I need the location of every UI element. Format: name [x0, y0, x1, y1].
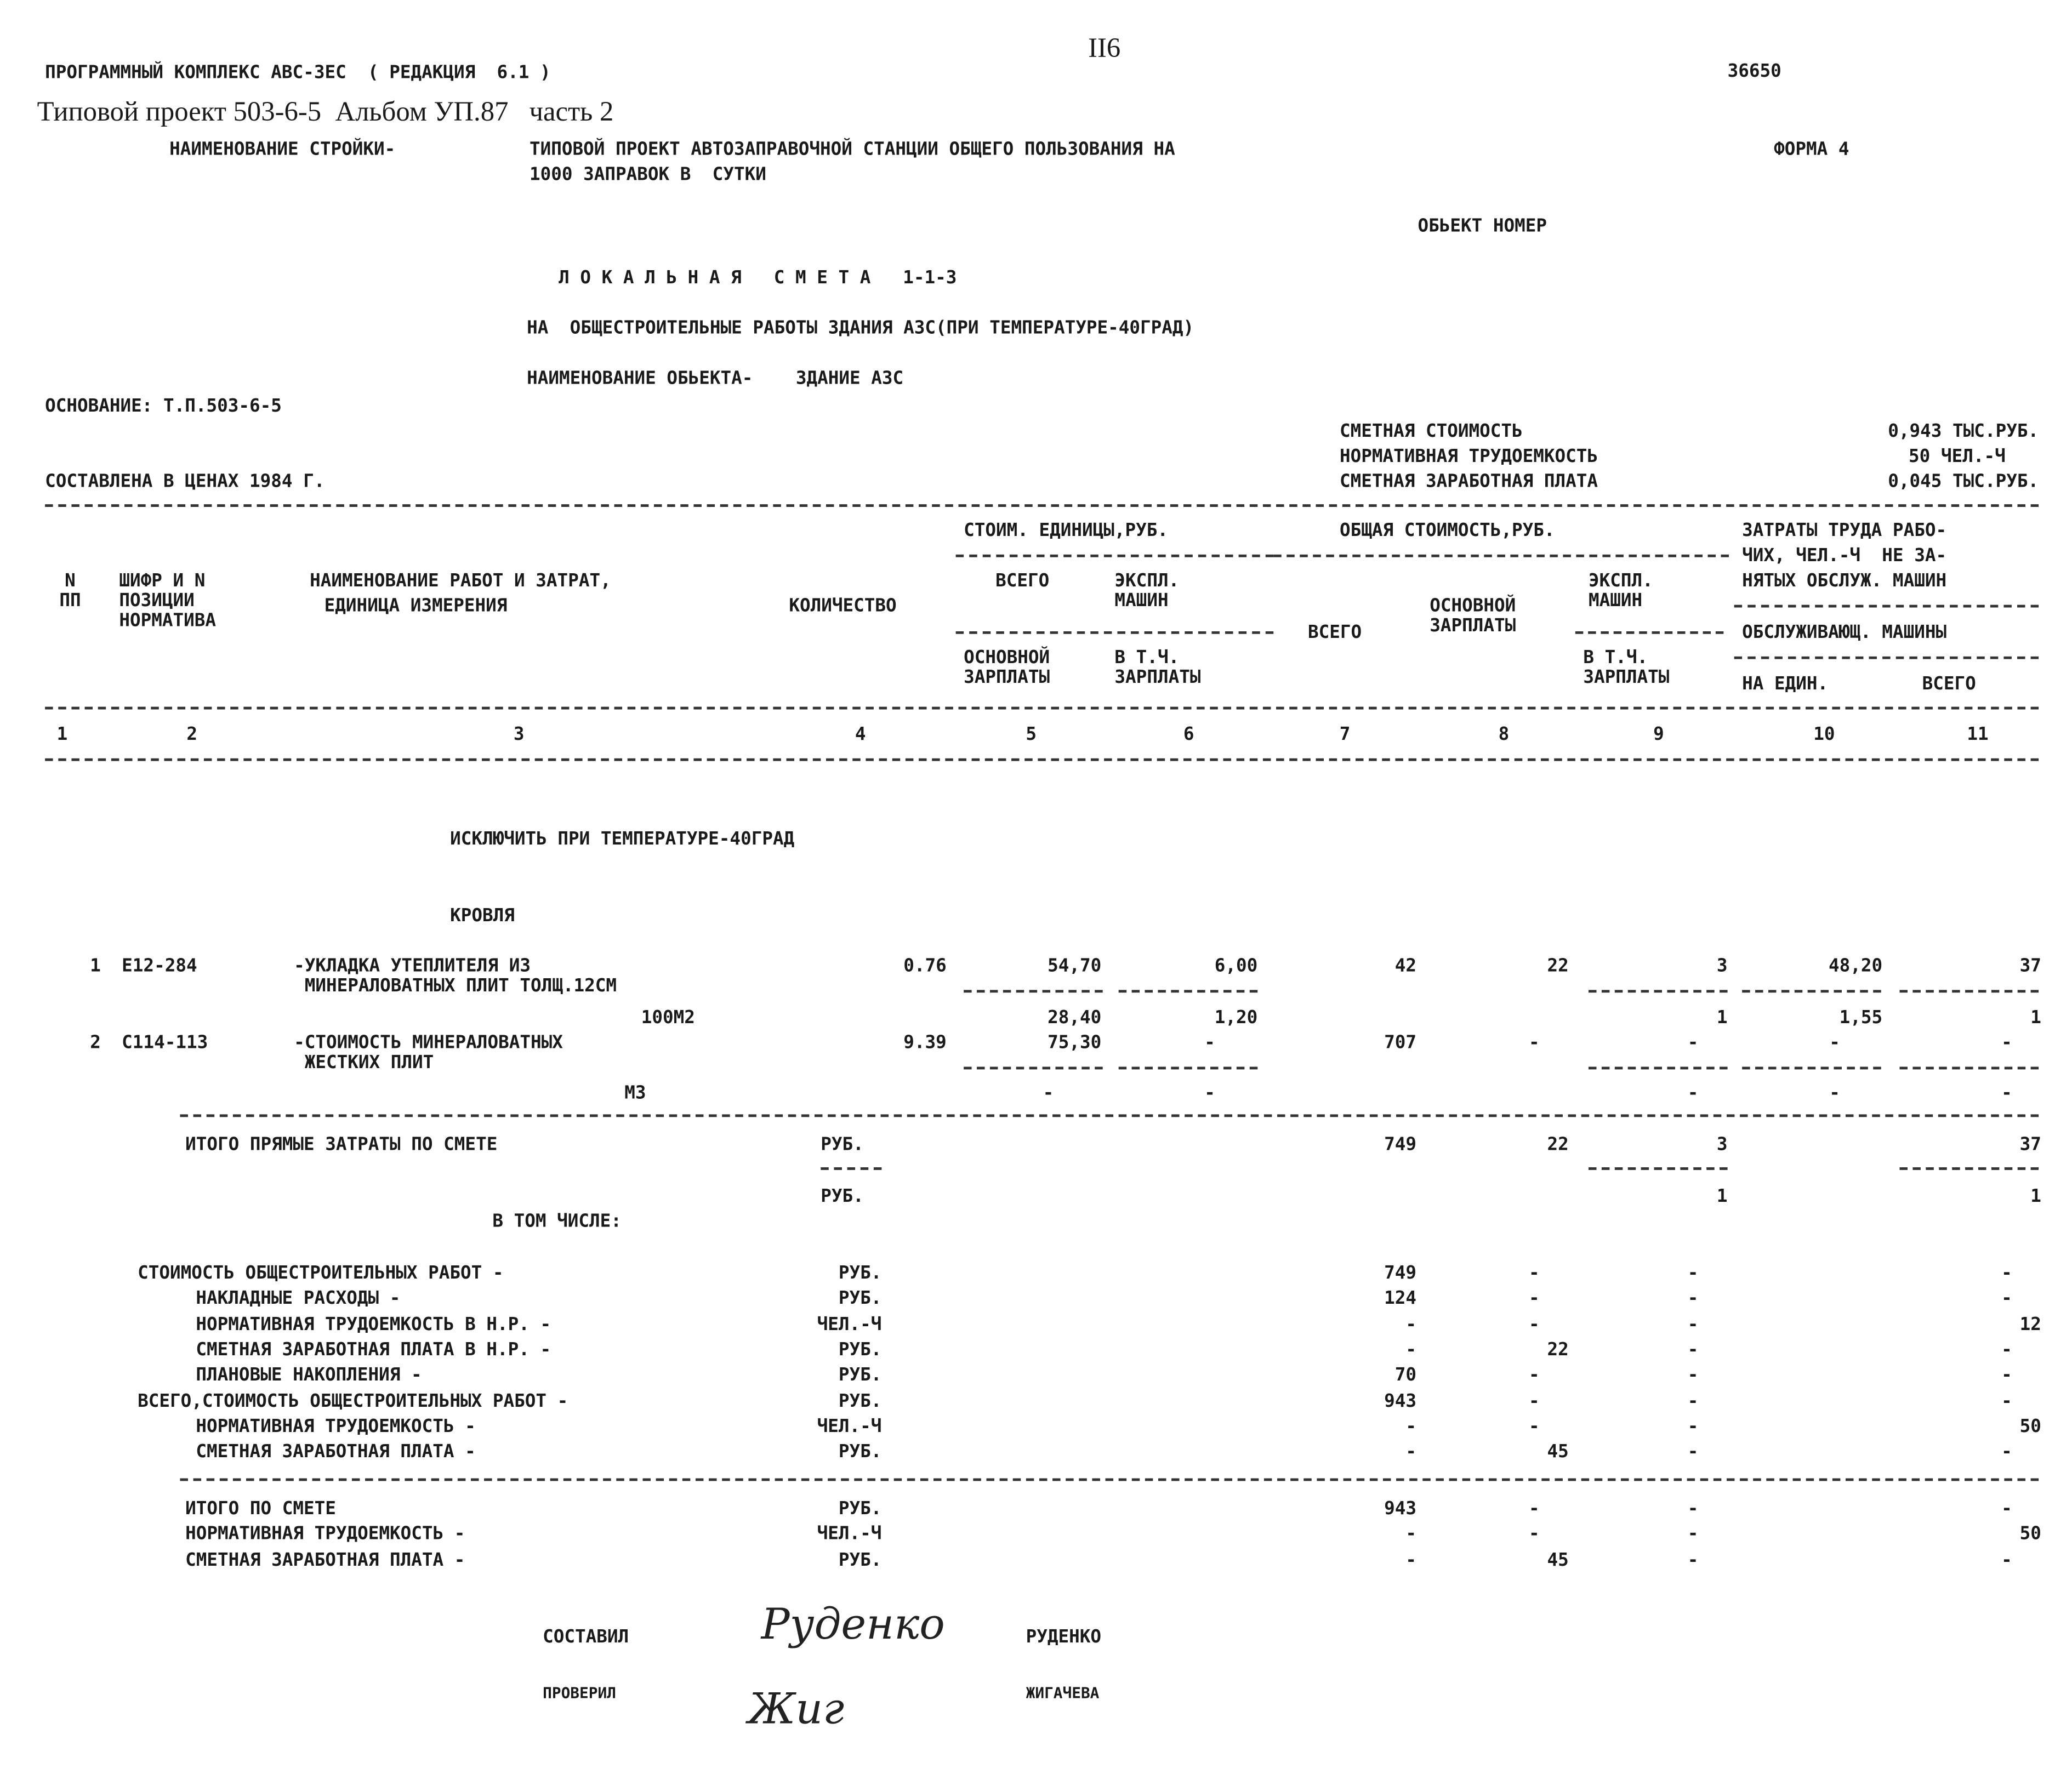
total-label: НОРМАТИВНАЯ ТРУДОЕМКОСТЬ - — [185, 1524, 465, 1545]
total-labor: 50 — [2019, 1524, 2041, 1545]
direct-total-labor-service: 1 — [2030, 1185, 2041, 1207]
column-number: 7 — [1339, 724, 1351, 745]
item-quantity: 0.76 — [903, 955, 947, 977]
rule — [1900, 990, 2039, 992]
breakdown-label: ВСЕГО,СТОИМОСТЬ ОБЩЕСТРОИТЕЛЬНЫХ РАБОТ - — [138, 1390, 568, 1412]
breakdown-labor: - — [2001, 1262, 2012, 1284]
item-quantity: 9.39 — [903, 1032, 947, 1054]
breakdown-machines: - — [1687, 1390, 1699, 1412]
rule — [1900, 1167, 2039, 1170]
breakdown-wage: 22 — [1547, 1339, 1569, 1361]
item-labor-total: 37 — [2019, 955, 2041, 977]
summary-value-wage: 0,045 ТЫС.РУБ. — [1888, 471, 2039, 493]
item-labor-total: - — [2001, 1032, 2012, 1054]
col-6-header-b: В Т.Ч. ЗАРПЛАТЫ — [1114, 647, 1201, 688]
total-machines: - — [1687, 1549, 1699, 1571]
project-line: Типовой проект 503-6-5 Альбом УП.87 часть 2 — [37, 95, 614, 127]
direct-total-unit-2: РУБ. — [821, 1185, 864, 1207]
total-cost: - — [1405, 1549, 1417, 1571]
rule — [1589, 1066, 1728, 1069]
breakdown-label: НОРМАТИВНАЯ ТРУДОЕМКОСТЬ В Н.Р. - — [196, 1314, 551, 1335]
rule — [1589, 990, 1728, 992]
summary-value-labor: 50 ЧЕЛ.-Ч — [1909, 446, 2006, 467]
total-cost: - — [1405, 1524, 1417, 1545]
rule — [964, 990, 1103, 992]
breakdown-machines: - — [1687, 1441, 1699, 1463]
compiled-signature: Руденко — [761, 1599, 945, 1650]
group-1011-header-c: НЯТЫХ ОБСЛУЖ. МАШИН — [1742, 570, 1947, 592]
breakdown-labor: - — [2001, 1441, 2012, 1463]
basis: ОСНОВАНИЕ: Т.П.503-6-5 — [45, 396, 282, 417]
breakdown-labor: - — [2001, 1390, 2012, 1412]
breakdown-labor: 12 — [2019, 1314, 2041, 1335]
total-unit: ЧЕЛ.-Ч — [817, 1524, 882, 1545]
stroika-label: НАИМЕНОВАНИЕ СТРОЙКИ- — [169, 139, 396, 161]
item-unit-wage: 28,40 — [1048, 1007, 1102, 1029]
breakdown-labor: - — [2001, 1365, 2012, 1386]
column-number: 3 — [513, 724, 525, 745]
breakdown-label: ПЛАНОВЫЕ НАКОПЛЕНИЯ - — [196, 1365, 422, 1386]
rule — [1742, 990, 1881, 992]
item-machines-wage-total: 1 — [1716, 1007, 1728, 1029]
col-5-header-a: ВСЕГО — [995, 570, 1050, 592]
direct-total-labor: 37 — [2019, 1134, 2041, 1156]
item-name: -УКЛАДКА УТЕПЛИТЕЛЯ ИЗ МИНЕРАЛОВАТНЫХ ПЛИТ ТОЛЩ.12СМ — [294, 955, 617, 997]
item-unit-machines-wage: - — [1204, 1082, 1215, 1104]
object-number: ОБЬЕКТ НОМЕР — [1418, 215, 1547, 237]
compiled-label: СОСТАВИЛ — [543, 1627, 629, 1648]
rule — [45, 758, 2039, 761]
col-3-header-b: ЕДИНИЦА ИЗМЕРЕНИЯ — [324, 595, 508, 617]
column-number: 8 — [1498, 724, 1510, 745]
breakdown-cost: - — [1405, 1314, 1417, 1335]
page-number: II6 — [1088, 31, 1121, 64]
item-labor-total-service: - — [2001, 1082, 2012, 1104]
item-code: Е12-284 — [122, 955, 197, 977]
col-4-header: КОЛИЧЕСТВО — [789, 595, 897, 617]
breakdown-wage: - — [1528, 1390, 1540, 1412]
rule — [1900, 1066, 2039, 1069]
checked-name: ЖИГАЧЕВА — [1026, 1683, 1100, 1702]
direct-total-cost: 749 — [1384, 1134, 1417, 1156]
item-labor-unit: 48,20 — [1828, 955, 1883, 977]
breakdown-label: СМЕТНАЯ ЗАРАБОТНАЯ ПЛАТА - — [196, 1441, 476, 1463]
item-unit-cost: 75,30 — [1048, 1032, 1102, 1054]
column-number: 5 — [1026, 724, 1037, 745]
breakdown-unit: РУБ. — [838, 1288, 882, 1310]
rule — [1734, 657, 2039, 659]
col-7-header: ВСЕГО — [1308, 622, 1362, 643]
breakdown-labor: - — [2001, 1339, 2012, 1361]
breakdown-unit: РУБ. — [838, 1390, 882, 1412]
rule — [1575, 631, 1723, 634]
col-10-header: НА ЕДИН. — [1742, 674, 1829, 695]
object-name: НАИМЕНОВАНИЕ ОБЬЕКТА- ЗДАНИЕ АЗС — [527, 368, 904, 390]
rule — [1742, 1066, 1881, 1069]
col-2-header: ШИФР И N ПОЗИЦИИ НОРМАТИВА — [119, 570, 217, 631]
total-unit: РУБ. — [838, 1549, 882, 1571]
breakdown-wage: - — [1528, 1314, 1540, 1335]
rule — [1589, 1167, 1728, 1170]
group-1011-header-a: ЗАТРАТЫ ТРУДА РАБО- — [1742, 520, 1947, 541]
breakdown-label: СТОИМОСТЬ ОБЩЕСТРОИТЕЛЬНЫХ РАБОТ - — [138, 1262, 504, 1284]
summary-label-cost: СМЕТНАЯ СТОИМОСТЬ — [1339, 420, 1523, 442]
rule — [1734, 605, 2039, 608]
item-total: 707 — [1384, 1032, 1417, 1054]
item-unit-machines-wage: 1,20 — [1214, 1007, 1258, 1029]
breakdown-machines: - — [1687, 1365, 1699, 1386]
program-line: ПРОГРАММНЫЙ КОМПЛЕКС АВС-ЗЕС ( РЕДАКЦИЯ 6.1 ) — [45, 62, 551, 84]
item-number: 1 — [90, 955, 101, 977]
group-56-header: СТОИМ. ЕДИНИЦЫ,РУБ. — [964, 520, 1169, 541]
breakdown-unit: РУБ. — [838, 1339, 882, 1361]
col-11-header: ВСЕГО — [1922, 674, 1976, 695]
breakdown-unit: РУБ. — [838, 1365, 882, 1386]
total-cost: 943 — [1384, 1498, 1417, 1520]
rule — [1119, 1066, 1258, 1069]
item-unit-wage: - — [1043, 1082, 1054, 1104]
breakdown-wage: - — [1528, 1365, 1540, 1386]
breakdown-wage: - — [1528, 1262, 1540, 1284]
including-label: В ТОМ ЧИСЛЕ: — [492, 1211, 622, 1233]
column-number: 11 — [1967, 724, 1989, 745]
breakdown-unit: ЧЕЛ.-Ч — [817, 1416, 882, 1437]
total-label: СМЕТНАЯ ЗАРАБОТНАЯ ПЛАТА - — [185, 1549, 465, 1571]
total-wage: - — [1528, 1498, 1540, 1520]
stroika-line-2: 1000 ЗАПРАВОК В СУТКИ — [530, 164, 766, 186]
column-number: 10 — [1813, 724, 1835, 745]
breakdown-label: СМЕТНАЯ ЗАРАБОТНАЯ ПЛАТА В Н.Р. - — [196, 1339, 551, 1361]
breakdown-machines: - — [1687, 1416, 1699, 1437]
item-name: -СТОИМОСТЬ МИНЕРАЛОВАТНЫХ ЖЕСТКИХ ПЛИТ — [294, 1032, 563, 1074]
breakdown-label: НОРМАТИВНАЯ ТРУДОЕМКОСТЬ - — [196, 1416, 476, 1437]
breakdown-unit: РУБ. — [838, 1262, 882, 1284]
col-9-header-b: В Т.Ч. ЗАРПЛАТЫ — [1583, 647, 1670, 688]
document-number: 36650 — [1727, 61, 1781, 82]
rule — [1273, 555, 1729, 557]
group-1011-header-b: ЧИХ, ЧЕЛ.-Ч НЕ ЗА- — [1742, 545, 1947, 567]
breakdown-machines: - — [1687, 1262, 1699, 1284]
total-wage: - — [1528, 1524, 1540, 1545]
item-labor-unit: - — [1829, 1032, 1840, 1054]
item-unit-machines: 6,00 — [1214, 955, 1258, 977]
column-number: 4 — [855, 724, 866, 745]
item-machines-total: - — [1687, 1032, 1699, 1054]
breakdown-labor: 50 — [2019, 1416, 2041, 1437]
col-6-header-a: ЭКСПЛ. МАШИН — [1114, 570, 1180, 612]
column-number: 2 — [186, 724, 197, 745]
section-exclude: ИСКЛЮЧИТЬ ПРИ ТЕМПЕРАТУРЕ-40ГРАД — [450, 828, 795, 850]
item-code: С114-113 — [122, 1032, 208, 1054]
breakdown-cost: 749 — [1384, 1262, 1417, 1284]
item-number: 2 — [90, 1032, 101, 1054]
rule — [821, 1167, 881, 1170]
estimate-subtitle: НА ОБЩЕСТРОИТЕЛЬНЫЕ РАБОТЫ ЗДАНИЯ АЗС(ПРИ ТЕМПЕРАТУРЕ-40ГРАД) — [527, 317, 1194, 339]
direct-total-machines: 3 — [1716, 1134, 1728, 1156]
rule — [45, 504, 2039, 507]
total-machines: - — [1687, 1498, 1699, 1520]
item-labor-total-service: 1 — [2030, 1007, 2041, 1029]
total-machines: - — [1687, 1524, 1699, 1545]
summary-value-cost: 0,943 ТЫС.РУБ. — [1888, 420, 2039, 442]
group-79-header: ОБЩАЯ СТОИМОСТЬ,РУБ. — [1339, 520, 1555, 541]
breakdown-wage: - — [1528, 1288, 1540, 1310]
col-1-header: N ПП — [59, 570, 81, 612]
col-5-header-b: ОСНОВНОЙ ЗАРПЛАТЫ — [964, 647, 1050, 688]
estimate-title: Л О К А Л Ь Н А Я С М Е Т А 1-1-3 — [559, 267, 957, 289]
item-labor-unit-service: 1,55 — [1839, 1007, 1883, 1029]
item-unit: М3 — [624, 1082, 646, 1104]
checked-signature: Жиг — [748, 1683, 845, 1734]
item-unit-machines: - — [1204, 1032, 1215, 1054]
compiled-name: РУДЕНКО — [1026, 1627, 1102, 1648]
breakdown-wage: 45 — [1547, 1441, 1569, 1463]
item-unit-cost: 54,70 — [1048, 955, 1102, 977]
rule — [956, 555, 1274, 557]
breakdown-label: НАКЛАДНЫЕ РАСХОДЫ - — [196, 1288, 401, 1310]
breakdown-machines: - — [1687, 1288, 1699, 1310]
section-roof: КРОВЛЯ — [450, 905, 515, 927]
column-number: 9 — [1653, 724, 1664, 745]
breakdown-machines: - — [1687, 1339, 1699, 1361]
rule — [180, 1114, 2039, 1117]
column-number: 6 — [1183, 724, 1194, 745]
item-wage-total: - — [1528, 1032, 1540, 1054]
breakdown-unit: ЧЕЛ.-Ч — [817, 1314, 882, 1335]
direct-total-machines-wage: 1 — [1716, 1185, 1728, 1207]
breakdown-cost: 943 — [1384, 1390, 1417, 1412]
form-label: ФОРМА 4 — [1774, 139, 1849, 161]
total-label: ИТОГО ПО СМЕТЕ — [185, 1498, 336, 1520]
direct-total-unit: РУБ. — [821, 1134, 864, 1156]
item-total: 42 — [1394, 955, 1417, 977]
rule — [180, 1479, 2039, 1481]
breakdown-machines: - — [1687, 1314, 1699, 1335]
breakdown-cost: - — [1405, 1339, 1417, 1361]
breakdown-cost: 124 — [1384, 1288, 1417, 1310]
col-3-header-a: НАИМЕНОВАНИЕ РАБОТ И ЗАТРАТ, — [310, 570, 611, 592]
rule — [956, 631, 1274, 634]
direct-total-wage: 22 — [1547, 1134, 1569, 1156]
summary-label-wage: СМЕТНАЯ ЗАРАБОТНАЯ ПЛАТА — [1339, 471, 1598, 493]
total-wage: 45 — [1547, 1549, 1569, 1571]
rule — [964, 1066, 1103, 1069]
summary-label-labor: НОРМАТИВНАЯ ТРУДОЕМКОСТЬ — [1339, 446, 1598, 467]
breakdown-cost: 70 — [1394, 1365, 1417, 1386]
item-unit: 100М2 — [641, 1007, 695, 1029]
col-9-header-a: ЭКСПЛ. МАШИН — [1589, 570, 1653, 612]
stroika-line-1: ТИПОВОЙ ПРОЕКТ АВТОЗАПРАВОЧНОЙ СТАНЦИИ ОБЩЕГО ПОЛЬЗОВАНИЯ НА — [530, 139, 1175, 161]
checked-label: ПРОВЕРИЛ — [543, 1683, 616, 1702]
column-number: 1 — [56, 724, 68, 745]
item-machines-wage-total: - — [1687, 1082, 1699, 1104]
prices-basis: СОСТАВЛЕНА В ЦЕНАХ 1984 Г. — [45, 471, 325, 493]
total-labor: - — [2001, 1498, 2012, 1520]
item-machines-total: 3 — [1716, 955, 1728, 977]
breakdown-labor: - — [2001, 1288, 2012, 1310]
rule — [1119, 990, 1258, 992]
breakdown-unit: РУБ. — [838, 1441, 882, 1463]
total-unit: РУБ. — [838, 1498, 882, 1520]
item-wage-total: 22 — [1547, 955, 1569, 977]
direct-total-label: ИТОГО ПРЯМЫЕ ЗАТРАТЫ ПО СМЕТЕ — [185, 1134, 498, 1156]
breakdown-wage: - — [1528, 1416, 1540, 1437]
item-labor-unit-service: - — [1829, 1082, 1840, 1104]
col-8-header: ОСНОВНОЙ ЗАРПЛАТЫ — [1430, 595, 1516, 637]
group-1011-header-d: ОБСЛУЖИВАЮЩ. МАШИНЫ — [1742, 622, 1947, 643]
total-labor: - — [2001, 1549, 2012, 1571]
breakdown-cost: - — [1405, 1416, 1417, 1437]
breakdown-cost: - — [1405, 1441, 1417, 1463]
rule — [45, 707, 2039, 710]
